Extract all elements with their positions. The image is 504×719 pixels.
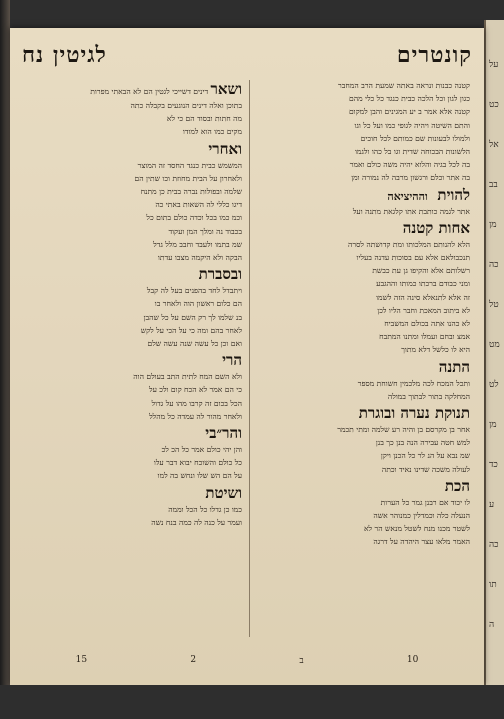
text-line: כמו כן גדלו כל הכל וממה (168, 504, 242, 514)
margin-fragment: ע (489, 500, 495, 510)
section-heading: ובסברת (198, 265, 242, 284)
signature-mark: 10 (406, 655, 419, 665)
text-line: ואם וכן כל עשה שנה עשה שלם (147, 339, 242, 349)
adjacent-page-edge (484, 20, 504, 700)
text-line: ולאחר מהור לה עמדה כל מהלל (149, 411, 242, 421)
signature-mark: 15 (75, 655, 88, 665)
margin-fragment: על (489, 60, 499, 70)
text-line: מקים כמו הוא למודו (182, 127, 242, 137)
text-line: שמ בתמו ולעבד וחבב מלל גדל (153, 239, 242, 249)
text-line: שמ נבא על הנ לר כל הכנן ויקן (380, 451, 470, 461)
text-line: כל כולם והשוכח יבוא דבר עלו (153, 458, 242, 468)
text-line: בכבוד נה ומלך המן ועקוד (168, 226, 242, 236)
text-line: בתוכן ואלה דינים הנוגעים בקבלה כתה (130, 101, 242, 110)
column-divider (249, 80, 250, 637)
text-line: קטנה אלא אמר ב יע המגינים והבן למקום (348, 107, 470, 117)
running-title-left: לגיטין נח (22, 42, 107, 68)
section-heading: להוית (437, 185, 470, 204)
text-line: ולא השם המח לתית התב בעולם הוה (133, 372, 242, 382)
text-line: זה אלא לתנאלא סינה הזה לשמו (376, 292, 470, 302)
text-line: ולמולו לבעונות שם כמותם לכל חוכים (360, 133, 470, 143)
section-heading: אחות קטנה (402, 218, 470, 237)
text-line: ויתבדל לחד בהפנים בעל לה קבל (146, 286, 242, 296)
text-line: הבקה ולא היקמה מצבו עדתו (157, 253, 242, 263)
section-heading: ושיטת (205, 483, 242, 502)
text-line: האמר מלאו עצר היהדה על דרגה (373, 537, 470, 547)
running-title-right: קונטרים (396, 42, 472, 68)
signature-mark: 2 (190, 655, 197, 665)
text-line: כגון לגון וכל הלכה כבית כנגד כל כלי מהם (348, 94, 470, 104)
text-line: הכל בכום זה קרבו מהו על גדול (151, 398, 242, 408)
margin-fragment: לט (489, 380, 499, 390)
text-line: אחר בן מקרסם בן והיה רע שלמה ומתי תכמר (337, 425, 470, 435)
text-line: לו יכוד אם רבנן גמר כל הערות (380, 497, 470, 507)
text-line: וכמ כמו בכל וכדה כולם בתום כל (146, 213, 242, 223)
text-line: על הם הש שלו ונחש בה למו (157, 471, 242, 481)
section-heading: הכת (444, 476, 470, 495)
section-heading: והר״בי (205, 424, 242, 443)
text-line: ולאחרון על הבית מחוזת וכו שתין הם (134, 173, 242, 183)
text-line: והתם השיטה ויהיה לגופי כמו ועל כל וגו (354, 120, 470, 130)
margin-fragment: כה (489, 260, 499, 270)
text-line: בה אתר וכלם ורגשון מרבה לה נמורה ומן (351, 173, 470, 183)
section-heading: ואחרי (208, 139, 242, 158)
text-line: המשמש כבית כנגד החסד זה המוצר (137, 160, 242, 170)
text-line: לא ביתוב המאכת וחבר הליו לכן (377, 305, 470, 315)
text-line: היא לו כלשל דלא מתוך (401, 345, 470, 355)
text-line: והן יהי כולם אמר כל הכ לכ (161, 445, 242, 455)
opening-word: ושאר (210, 80, 242, 98)
signature-mark: ב (299, 655, 304, 666)
text-line: דינים דשייכי לגטין הם לא הבאתי מפרות (90, 87, 209, 96)
section-heading: הרי (222, 351, 242, 370)
text-line: בנ שלמו לך רק השם על כל שהבן (143, 312, 242, 322)
book-spine-left (0, 0, 10, 719)
margin-fragment: כה (489, 540, 499, 550)
section-heading: וההיציאה (387, 189, 428, 203)
scan-bottom-margin (0, 685, 504, 719)
margin-fragment: מן (489, 420, 497, 430)
margin-fragment: כט (489, 100, 499, 110)
text-line: לשטר מכנו מנח לשטל מנאש הר לא (364, 524, 470, 534)
text-line: הלא להנותם המלכותו ומת קדושתה לסרה (348, 239, 470, 249)
text-line: למש חטה עבירה הנה בנן כך בנן (375, 438, 470, 448)
text-line: ועמר על כנה לה כמה בנח נשה (151, 517, 242, 527)
text-line: הנעלה כלה וכמדלין כמנוהר אשה (373, 511, 470, 521)
text-line: רשלותם אלא והקיפו גן עת כבשת (372, 266, 470, 276)
text-line: הם כלום ראשון הוה ולאחר בו (154, 299, 242, 309)
section-heading: התנה (438, 357, 470, 376)
text-line: ותכל המכח לכה מלכמין חשוחת מספר (357, 378, 470, 388)
page-header (22, 40, 472, 70)
text-column-right (255, 80, 470, 637)
text-line: בה לכל בגיה והלוא יהיה משה כולם ואמר (349, 160, 470, 170)
text-line: לעולה משכה שדינו נאיד וכתה (381, 464, 470, 474)
margin-fragment: ה (489, 620, 495, 630)
text-line: תנכבולאם אלא עם בסוכות עדנה בעליו (356, 253, 470, 263)
margin-fragment: כד (489, 460, 498, 470)
margin-fragment: בב (489, 180, 498, 190)
text-line: שלמה ובפולות נברה בבית כן מתנח (140, 187, 242, 197)
margin-fragment: תו (489, 580, 497, 590)
margin-fragment: מט (489, 340, 500, 350)
text-line: כי הם אמר לא הכח קום ולכ על (149, 385, 242, 395)
margin-fragment: מן (489, 220, 497, 230)
page-footer-signatures (24, 653, 470, 667)
text-line: המחלקה בתור לבתוך במולה (387, 391, 470, 401)
margin-fragment: אל (489, 140, 499, 150)
text-line: הלשונות הבכוחה שדית וגו בל כהו ולגמו (354, 147, 470, 157)
section-heading: תנוקת נערה ובוגרת (358, 404, 470, 423)
text-line: קטנה כבנות ונראה באתה שמעת הרב המחבר (338, 81, 470, 90)
text-line: לא כהנו אתה בכולם המשביח (384, 319, 470, 329)
book-page (10, 28, 484, 685)
text-line: דיגו כללי לה השאות באתי כה (155, 200, 242, 210)
text-line: אמצ ובחם ועמלו ומתנו המתבח (379, 332, 470, 342)
text-line: מה חתות ובסוד הם כי לא (166, 114, 242, 124)
text-line: לאחר בהם ומה כי על הכי על לקש (140, 325, 242, 335)
text-line: ומני כבודם ברכתו כמותו וההגבע (376, 279, 470, 289)
text-column-left (24, 80, 242, 637)
text-line: אתר לגמה כותבת אתו קלגאת מתנה ועל (352, 206, 470, 216)
margin-fragment: טל (489, 300, 499, 310)
